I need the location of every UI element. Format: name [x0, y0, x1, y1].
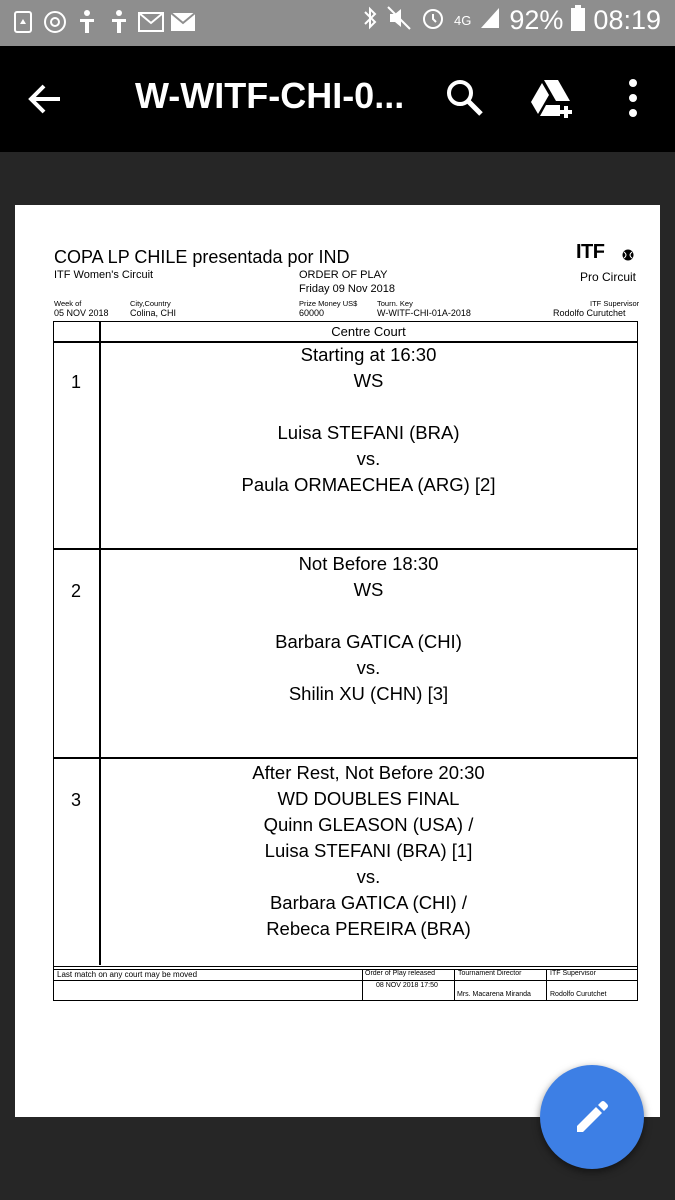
- pencil-icon: [573, 1098, 611, 1136]
- pro-circuit-label: Pro Circuit: [580, 270, 637, 284]
- director-label: Tournament Director: [458, 970, 522, 977]
- battery-icon: [571, 5, 585, 36]
- versus: vs.: [356, 866, 381, 887]
- mute-icon: [386, 5, 412, 36]
- tennis-ball-icon: [622, 248, 634, 266]
- player-line: Barbara GATICA (CHI): [275, 631, 462, 652]
- add-to-drive-icon[interactable]: [530, 76, 576, 122]
- edit-fab-button[interactable]: [540, 1065, 644, 1169]
- back-arrow-icon[interactable]: [26, 80, 64, 118]
- tournament-name: COPA LP CHILE presentada por IND: [54, 247, 350, 267]
- tourn-key-label: Tourn. Key: [377, 299, 413, 308]
- slot-number: 2: [71, 581, 82, 601]
- versus: vs.: [356, 657, 381, 678]
- city-value: Colina, CHI: [130, 308, 177, 318]
- week-label: Week of: [54, 299, 82, 308]
- order-of-play-table: [53, 321, 638, 967]
- player-line: Rebeca PEREIRA (BRA): [266, 918, 471, 939]
- slot-number: 3: [71, 790, 82, 810]
- order-footer: [53, 967, 638, 1001]
- player-line: Quinn GLEASON (USA) /: [263, 814, 474, 835]
- match-slot-2: [100, 551, 637, 707]
- order-of-play-label: ORDER OF PLAY: [299, 269, 388, 281]
- player-line: Shilin XU (CHN) [3]: [288, 683, 449, 704]
- week-value: 05 NOV 2018: [54, 308, 109, 318]
- event-name: WS: [353, 579, 384, 600]
- footer-supervisor-label: ITF Supervisor: [550, 970, 596, 977]
- app-bar: [0, 46, 675, 152]
- spacer: [100, 394, 637, 420]
- order-date: Friday 09 Nov 2018: [299, 283, 395, 295]
- player-line: Luisa STEFANI (BRA) [1]: [264, 840, 473, 861]
- clock: 08:19: [593, 5, 661, 35]
- spacer: [100, 603, 637, 629]
- player-line: Luisa STEFANI (BRA): [277, 422, 460, 443]
- document-page: [15, 205, 660, 1117]
- versus: vs.: [356, 448, 381, 469]
- player-line: Barbara GATICA (CHI) /: [269, 892, 468, 913]
- prize-label: Prize Money US$: [299, 299, 358, 308]
- recycle-icon: [10, 8, 36, 36]
- signal-icon: [479, 6, 501, 35]
- director-value: Mrs. Macarena Miranda: [457, 991, 531, 998]
- network-type: 4G: [454, 13, 472, 28]
- event-name: WS: [353, 370, 384, 391]
- supervisor-value: Rodolfo Curutchet: [553, 308, 626, 318]
- match-slot-3: [100, 760, 637, 942]
- court-name: Centre Court: [331, 324, 406, 339]
- slot-time: Starting at 16:30: [300, 344, 437, 365]
- notification-icons: [10, 8, 196, 36]
- player-line: Paula ORMAECHEA (ARG) [2]: [241, 474, 496, 495]
- event-name: WD DOUBLES FINAL: [277, 788, 460, 809]
- prize-value: 60000: [299, 308, 325, 318]
- released-label: Order of Play released: [365, 970, 436, 977]
- footer-supervisor-value: Rodolfo Curutchet: [550, 991, 607, 998]
- match-slot-1: [100, 342, 637, 498]
- mail-icon: [170, 8, 196, 36]
- more-options-icon[interactable]: [620, 78, 646, 118]
- slot-time: After Rest, Not Before 20:30: [252, 762, 485, 783]
- accessibility-icon: [74, 8, 100, 36]
- accessibility-icon: [106, 8, 132, 36]
- released-value: 08 NOV 2018 17:50: [376, 982, 438, 989]
- city-label: City,Country: [130, 299, 171, 308]
- tourn-key-value: W-WITF-CHI-01A-2018: [377, 308, 471, 318]
- slot-time: Not Before 18:30: [298, 553, 439, 574]
- search-icon[interactable]: [445, 78, 485, 118]
- supervisor-label: ITF Supervisor: [590, 299, 640, 308]
- slot-number: 1: [71, 372, 82, 392]
- itf-logo: ITF: [576, 241, 605, 263]
- document-title: W-WITF-CHI-0...: [135, 75, 405, 116]
- gmail-icon: [138, 8, 164, 36]
- bluetooth-icon: [362, 5, 378, 36]
- footer-note: Last match on any court may be moved: [57, 970, 198, 979]
- status-bar: [0, 0, 675, 46]
- battery-percent: 92%: [509, 5, 564, 35]
- circuit-name: ITF Women's Circuit: [54, 269, 154, 281]
- chrome-icon: [42, 8, 68, 36]
- alarm-icon: [420, 5, 446, 36]
